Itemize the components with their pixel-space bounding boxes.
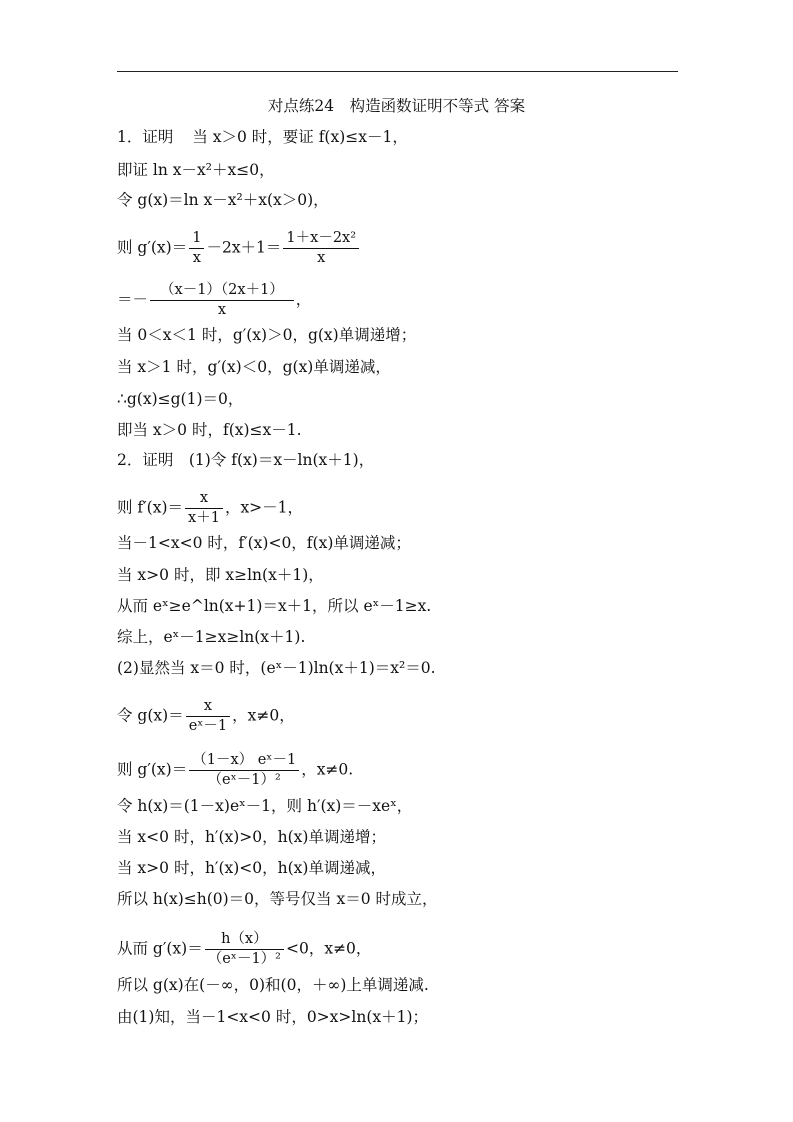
p2-line-6: 综上，eˣ－1≥x≥ln(x＋1). [117,628,306,646]
p2-line-2 [117,490,303,527]
fraction [189,752,299,789]
p2-line-1: 2．证明 (1)令 f(x)＝x－ln(x＋1)， [117,451,375,469]
p2-l9-tail: ，x≠0. [301,760,354,779]
p1-l5-lhs: ＝－ [117,290,149,309]
p1-line-9: 即当 x＞0 时，f(x)≤x－1. [117,421,302,439]
p2-line-14 [117,931,371,968]
p1-l5-tail: ， [295,290,312,309]
p2-l2-tail: ，x>－1， [224,498,304,517]
p2-line-9 [117,752,353,789]
p2-line-5: 从而 eˣ≥e^ln(x+1)＝x＋1，所以 eˣ－1≥x. [117,597,432,615]
fraction-numerator: h（x） [205,931,284,950]
p1-line-3: 令 g(x)＝ln x－x²＋x(x＞0)， [117,191,329,209]
fraction-denominator: eˣ－1 [188,718,228,734]
fraction-numerator: x [185,490,223,509]
p2-line-12: 当 x>0 时，h′(x)<0，h(x)单调递减， [117,859,386,877]
p2-l2-lhs: 则 f′(x)＝ [117,498,184,517]
p1-line-4 [117,230,361,267]
fraction [186,698,230,735]
p1-l4-lhs: 则 g′(x)＝ [117,238,188,257]
p2-l14-tail: <0，x≠0， [285,939,372,958]
fraction-denominator: （eˣ－1）² [207,951,281,967]
fraction [189,230,204,267]
fraction [283,230,359,267]
fraction-numerator: x [186,698,230,717]
p2-line-13: 所以 h(x)≤h(0)＝0，等号仅当 x＝0 时成立， [117,890,438,908]
p2-line-4: 当 x>0 时，即 x≥ln(x＋1)， [117,566,324,584]
header-rule [117,71,678,72]
p2-l9-lhs: 则 g′(x)＝ [117,760,188,779]
p2-l14-lhs: 从而 g′(x)＝ [117,939,203,958]
fraction-denominator: x [317,250,326,266]
p1-line-1-text: 当 x＞0 时，要证 f(x)≤x－1， [192,128,408,146]
p2-line-15: 所以 g(x)在(－∞，0)和(0，＋∞)上单调递减. [117,976,429,994]
p2-line-11: 当 x<0 时，h′(x)>0，h(x)单调递增； [117,828,386,846]
fraction-denominator: x＋1 [188,510,220,526]
fraction-numerator: （x－1）（2x＋1） [150,282,294,301]
p2-line-3: 当－1<x<0 时，f′(x)<0，f(x)单调递减； [117,534,411,552]
p2-l8-tail: ，x≠0， [232,706,295,725]
fraction-denominator: x [192,250,201,266]
p1-line-5 [117,282,311,319]
fraction-denominator: （eˣ－1）² [207,772,281,788]
p1-line-1 [117,127,408,147]
fraction-numerator: 1＋x－2x² [283,230,359,249]
p1-line-6: 当 0＜x＜1 时，g′(x)＞0，g(x)单调递增； [117,326,417,344]
p2-line-16: 由(1)知，当－1<x<0 时，0>x>ln(x＋1)； [117,1008,429,1026]
p2-l8-lhs: 令 g(x)＝ [117,706,184,725]
p2-line-10: 令 h(x)＝(1－x)eˣ－1，则 h′(x)＝－xeˣ， [117,797,413,815]
fraction-denominator: x [217,302,226,318]
fraction-numerator: 1 [189,230,204,249]
fraction [150,282,294,319]
p1-lead: 1．证明 [117,128,174,146]
p1-l4-mid: －2x＋1＝ [206,238,282,257]
p1-line-2: 即证 ln x－x²＋x≤0， [117,161,275,179]
p1-line-7: 当 x＞1 时，g′(x)＜0，g(x)单调递减， [117,358,391,376]
p2-line-8 [117,698,295,735]
page-title: 对点练24 构造函数证明不等式 答案 [267,97,526,115]
p1-line-8: ∴g(x)≤g(1)＝0， [117,390,244,408]
p2-line-7: (2)显然当 x＝0 时，(eˣ－1)ln(x＋1)＝x²＝0. [117,659,436,677]
fraction-numerator: （1－x） eˣ－1 [189,752,299,771]
fraction [185,490,223,527]
fraction [205,931,284,968]
